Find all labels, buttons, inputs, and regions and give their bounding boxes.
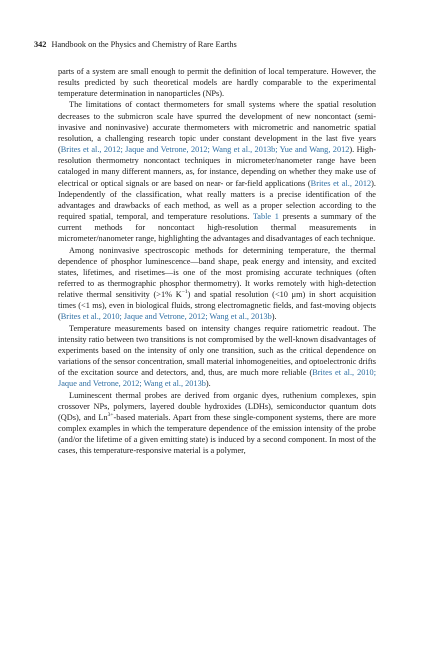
body-text (58, 66, 376, 456)
paragraph-text: Among noninvasive spectroscopic methods for determining temperature, the thermal dependence of phosphor luminescence—band shape, peak energy and intensity, and excited states, lifetimes, and risetimes—is one of the most promising accurate techniques (often referred to as thermographic phosphor thermometry). It works remotely with high-detection relative thermal sensitivity (>1% K (58, 245, 376, 300)
page-number: 342 (34, 40, 47, 49)
citation-link[interactable]: Brites et al., 2012; Jaque and Vetrone, 2012; Wang et al., 2013b; Yue and Wang, 2012 (60, 145, 350, 155)
superscript: −1 (181, 289, 188, 296)
paragraph-text: presents a summary of the current methods for noncontact high-resolution thermal measurements in micrometer/nanometer range, highlighting the advantages and disadvantages of each technique. (58, 212, 377, 244)
citation-link[interactable]: Brites et al., 2010; Jaque and Vetrone, 2012; Wang et al., 2013b (60, 312, 272, 322)
table-reference-link[interactable]: Table 1 (252, 212, 279, 222)
paragraph-2 (58, 99, 376, 244)
paragraph-5 (58, 390, 376, 457)
paragraph-4 (58, 323, 376, 390)
paragraph-text: Luminescent thermal probes are derived from organic dyes, ruthenium complexes, spin crossover NPs, polymers, layered double hydroxides (LDHs), semiconductor quantum dots (QDs), and Ln (58, 390, 376, 422)
paragraph-text: The limitations of contact thermometers for small systems where the spatial resolution decreases to the submicron scale have spurred the development of new noncontact (semi-invasive and noninvasive) accurate thermometers with micrometric and nanometric spatial resolution, a challenging research topic under constant development in the last five years ( (58, 100, 376, 155)
superscript: 3+ (107, 412, 114, 419)
paragraph-text: ) and spatial resolution (<10 μm) in short acquisition times (<1 ms), even in biological fluids, strong electromagnetic fields, and fast-moving objects ( (58, 290, 376, 322)
citation-link[interactable]: Brites et al., 2010; Jaque and Vetrone, 2012; Wang et al., 2013b (58, 368, 376, 389)
paragraph-text: ). (205, 379, 211, 389)
paragraph-text: Temperature measurements based on intensity changes require ratiometric readout. The intensity ratio between two transitions is not compromised by the well-known disadvantages of experiments based on the intensity of only one transition, such as the critical dependence on variations of the sensor concentration, small material inhomogeneities, and optoelectronic drifts of the excitation source and detectors, and, thus, are much more reliable ( (58, 323, 376, 378)
citation-link[interactable]: Brites et al., 2012 (310, 178, 372, 188)
paragraph-3 (58, 245, 376, 323)
paragraph-text: ). (271, 312, 277, 322)
paragraph-text: parts of a system are small enough to permit the definition of local temperature. However, the results predicted by such theoretical models are hardly comparable to the experimental temperature determination in nanoparticles (NPs). (58, 67, 376, 99)
running-head (34, 40, 398, 50)
paragraph-1 (58, 66, 376, 99)
paragraph-text: -based materials. Apart from these single-component systems, there are more complex examples in which the temperature dependence of the emission intensity of the probe (and/or the lifetime of a given emitting state) is induced by a second component. In most of the cases, this temperature-responsive material is a polymer, (58, 412, 376, 456)
paragraph-text: ). High-resolution thermometry noncontact techniques in micrometer/nanometer range have been cataloged in many different manners, as, for instance, depending on whether they make use of electrical or optical signals or are based on near- or far-field applications ( (58, 145, 376, 188)
book-title: Handbook on the Physics and Chemistry of Rare Earths (51, 40, 237, 49)
paragraph-text: ). Independently of the classification, what really matters is a precise identification of the advantages and drawbacks of each method, as well as a proper selection according to the required spatial, temporal, and temperature resolutions. (58, 178, 376, 222)
